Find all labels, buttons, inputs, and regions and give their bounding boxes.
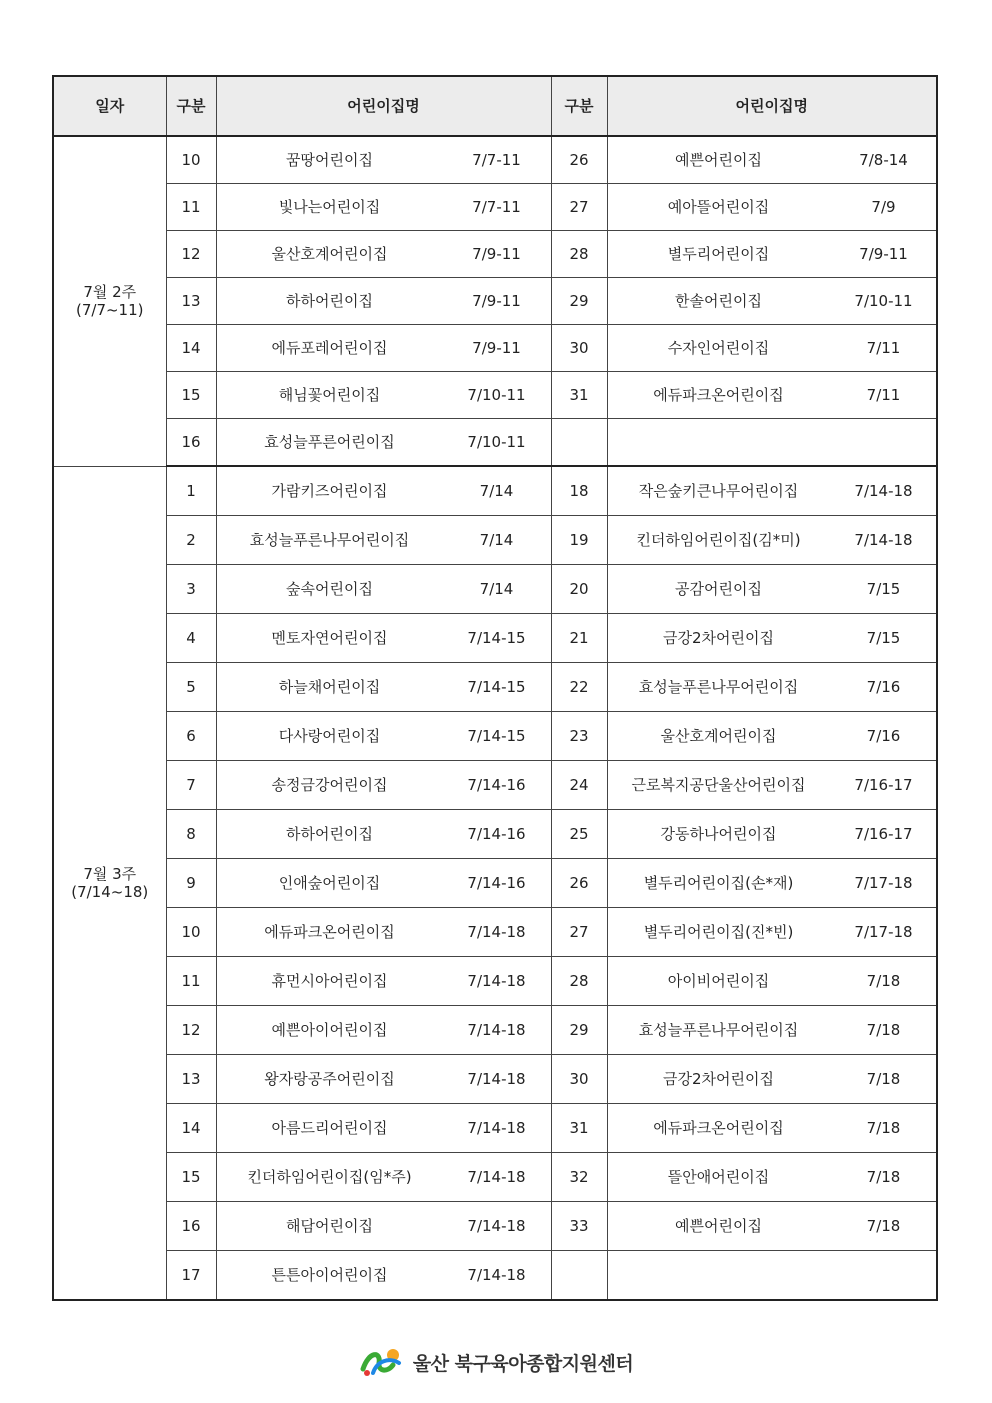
center-name: 에듀파크온어린이집: [264, 923, 395, 941]
center-cell: [216, 136, 551, 184]
table-row: [53, 908, 937, 957]
center-cell: [607, 712, 937, 761]
group-number: 4: [166, 614, 216, 663]
visit-period: 7/18: [866, 1119, 901, 1137]
group-number: 13: [166, 1055, 216, 1104]
table-row: [53, 1055, 937, 1104]
group-number: 26: [551, 136, 607, 184]
visit-period: 7/14-18: [467, 923, 526, 941]
group-number: 11: [166, 184, 216, 231]
center-name: 하늘채어린이집: [278, 678, 381, 696]
visit-period: 7/10-11: [467, 386, 526, 404]
group-number: 9: [166, 859, 216, 908]
group-number: 17: [166, 1251, 216, 1301]
center-cell: [216, 184, 551, 231]
visit-period: 7/7-11: [472, 151, 521, 169]
header-date: 일자: [53, 76, 166, 136]
group-number: 18: [551, 466, 607, 516]
center-name: 멘토자연어린이집: [271, 629, 388, 647]
visit-period: 7/14-15: [467, 629, 526, 647]
center-name: 아이비어린이집: [667, 972, 770, 990]
center-cell: [216, 1153, 551, 1202]
center-name: 예쁜아이어린이집: [271, 1021, 388, 1039]
visit-period: 7/9: [871, 198, 896, 216]
org-name: 울산 북구육아종합지원센터: [412, 1352, 634, 1375]
center-name: 예쁜어린이집: [675, 1217, 762, 1235]
visit-period: 7/8-14: [859, 151, 908, 169]
visit-period: 7/14-15: [467, 727, 526, 745]
group-number: 28: [551, 231, 607, 278]
visit-period: 7/14-16: [467, 776, 526, 794]
group-number: 16: [166, 419, 216, 467]
center-name: 효성늘푸른나무어린이집: [249, 531, 410, 549]
center-cell: [216, 516, 551, 565]
table-row: [53, 663, 937, 712]
center-cell: [216, 278, 551, 325]
group-number: 15: [166, 372, 216, 419]
group-number: 20: [551, 565, 607, 614]
visit-period: 7/11: [866, 386, 901, 404]
table-row: [53, 859, 937, 908]
group-number: 3: [166, 565, 216, 614]
center-cell: [216, 1006, 551, 1055]
visit-period: 7/16: [866, 727, 901, 745]
week-section: [53, 136, 937, 466]
group-number: 8: [166, 810, 216, 859]
center-cell: [216, 1055, 551, 1104]
center-name: 킨더하임어린이집(김*미): [636, 531, 801, 549]
center-cell: [607, 908, 937, 957]
center-name: 가람키즈어린이집: [271, 482, 388, 500]
center-cell: [216, 810, 551, 859]
table-row: [53, 1006, 937, 1055]
table-row: [53, 810, 937, 859]
table-row: [53, 712, 937, 761]
center-name: 에듀파크온어린이집: [653, 386, 784, 404]
visit-period: 7/7-11: [472, 198, 521, 216]
group-number: 10: [166, 908, 216, 957]
table-row: [53, 136, 937, 184]
group-number: 6: [166, 712, 216, 761]
center-cell: [216, 1104, 551, 1153]
center-name: 빛나는어린이집: [278, 198, 381, 216]
table-row: [53, 278, 937, 325]
center-name: 에듀포레어린이집: [271, 339, 388, 357]
center-cell: [216, 419, 551, 467]
center-name: 효성늘푸른어린이집: [264, 433, 395, 451]
center-cell: [216, 231, 551, 278]
table-row: [53, 957, 937, 1006]
visit-period: 7/14-18: [467, 1266, 526, 1284]
center-cell: [216, 908, 551, 957]
visit-period: 7/9-11: [472, 339, 521, 357]
center-name: 효성늘푸른나무어린이집: [638, 1021, 799, 1039]
center-name: 뜰안애어린이집: [667, 1168, 770, 1186]
visit-period: 7/16-17: [854, 776, 913, 794]
group-number: 22: [551, 663, 607, 712]
group-number: 27: [551, 908, 607, 957]
header-row: [53, 76, 937, 136]
center-name: 금강2차어린이집: [663, 1070, 774, 1088]
center-cell: [607, 231, 937, 278]
center-cell: [607, 859, 937, 908]
header-name-left: 어린이집명: [216, 76, 551, 136]
center-name: 하하어린이집: [286, 292, 373, 310]
visit-period: 7/18: [866, 1168, 901, 1186]
center-cell: [607, 136, 937, 184]
table-row: [53, 466, 937, 516]
table-row: [53, 184, 937, 231]
center-name: 왕자랑공주어린이집: [264, 1070, 395, 1088]
week-range: (7/14~18): [71, 882, 149, 901]
visit-period: 7/14-16: [467, 874, 526, 892]
center-name: 아름드리어린이집: [271, 1119, 388, 1137]
table-row: [53, 614, 937, 663]
visit-period: 7/14-16: [467, 825, 526, 843]
group-number: 1: [166, 466, 216, 516]
center-cell: [607, 1153, 937, 1202]
center-name: 효성늘푸른나무어린이집: [638, 678, 799, 696]
visit-period: 7/14: [479, 580, 514, 598]
center-name: 공감어린이집: [675, 580, 762, 598]
visit-period: 7/18: [866, 1021, 901, 1039]
center-name: 휴먼시아어린이집: [271, 972, 388, 990]
group-number: 26: [551, 859, 607, 908]
center-name: 예아뜰어린이집: [667, 198, 770, 216]
table-row: [53, 1202, 937, 1251]
center-cell: [216, 859, 551, 908]
group-number: 16: [166, 1202, 216, 1251]
group-number: 23: [551, 712, 607, 761]
group-number: 12: [166, 231, 216, 278]
visit-period: 7/14-18: [467, 1070, 526, 1088]
center-name: 인애숲어린이집: [278, 874, 381, 892]
visit-period: 7/14-18: [467, 1119, 526, 1137]
center-name: 송정금강어린이집: [271, 776, 388, 794]
visit-period: 7/15: [866, 580, 901, 598]
center-cell: [607, 419, 937, 467]
center-cell: [216, 325, 551, 372]
visit-period: 7/14-18: [467, 972, 526, 990]
group-number: [551, 419, 607, 467]
center-name: 킨더하임어린이집(임*주): [247, 1168, 412, 1186]
center-name: 수자인어린이집: [667, 339, 770, 357]
week-range: (7/7~11): [76, 301, 144, 320]
visit-period: 7/10-11: [467, 433, 526, 451]
table-row: [53, 1251, 937, 1301]
center-logo-icon: [359, 1347, 405, 1377]
center-cell: [607, 1251, 937, 1301]
center-cell: [607, 184, 937, 231]
group-number: 31: [551, 1104, 607, 1153]
center-cell: [216, 466, 551, 516]
table-row: [53, 565, 937, 614]
center-cell: [607, 761, 937, 810]
visit-period: 7/18: [866, 1070, 901, 1088]
group-number: 10: [166, 136, 216, 184]
center-cell: [607, 565, 937, 614]
group-number: 32: [551, 1153, 607, 1202]
group-number: 21: [551, 614, 607, 663]
center-name: 숲속어린이집: [286, 580, 373, 598]
center-name: 별두리어린이집(진*빈): [643, 923, 794, 941]
center-cell: [216, 761, 551, 810]
footer: [0, 1346, 992, 1378]
group-number: 28: [551, 957, 607, 1006]
visit-period: 7/14: [479, 531, 514, 549]
group-number: 29: [551, 278, 607, 325]
center-cell: [216, 663, 551, 712]
center-cell: [216, 565, 551, 614]
group-number: 11: [166, 957, 216, 1006]
header-group-left: 구분: [166, 76, 216, 136]
group-number: 29: [551, 1006, 607, 1055]
center-cell: [216, 712, 551, 761]
center-cell: [607, 614, 937, 663]
visit-period: 7/14-18: [854, 482, 913, 500]
group-number: 25: [551, 810, 607, 859]
group-number: 31: [551, 372, 607, 419]
week-label-cell: [53, 466, 166, 1300]
week-label: 7월 3주: [83, 864, 137, 883]
visit-period: 7/14: [479, 482, 514, 500]
table-row: [53, 231, 937, 278]
center-name: 금강2차어린이집: [663, 629, 774, 647]
group-number: 7: [166, 761, 216, 810]
center-cell: [607, 372, 937, 419]
center-name: 하하어린이집: [286, 825, 373, 843]
center-cell: [607, 466, 937, 516]
center-name: 울산호계어린이집: [660, 727, 777, 745]
center-cell: [607, 1202, 937, 1251]
visit-period: 7/10-11: [854, 292, 913, 310]
header-name-right: 어린이집명: [607, 76, 937, 136]
center-cell: [216, 614, 551, 663]
visit-period: 7/14-18: [854, 531, 913, 549]
schedule-table: [52, 75, 938, 1301]
visit-period: 7/14-15: [467, 678, 526, 696]
center-cell: [216, 1202, 551, 1251]
center-name: 작은숲키큰나무어린이집: [638, 482, 799, 500]
visit-period: 7/14-18: [467, 1021, 526, 1039]
center-cell: [607, 1104, 937, 1153]
center-name: 에듀파크온어린이집: [653, 1119, 784, 1137]
group-number: 24: [551, 761, 607, 810]
group-number: [551, 1251, 607, 1301]
center-name: 별두리어린이집: [667, 245, 770, 263]
table-row: [53, 1104, 937, 1153]
center-name: 별두리어린이집(손*재): [643, 874, 794, 892]
header-group-right: 구분: [551, 76, 607, 136]
center-name: 꿈땅어린이집: [286, 151, 373, 169]
week-section: [53, 466, 937, 1300]
center-cell: [216, 372, 551, 419]
center-cell: [607, 1055, 937, 1104]
table-row: [53, 761, 937, 810]
visit-period: 7/14-18: [467, 1217, 526, 1235]
group-number: 13: [166, 278, 216, 325]
visit-period: 7/11: [866, 339, 901, 357]
center-name: 한솔어린이집: [675, 292, 762, 310]
table-row: [53, 516, 937, 565]
group-number: 19: [551, 516, 607, 565]
center-cell: [607, 278, 937, 325]
center-cell: [607, 516, 937, 565]
week-label-cell: [53, 136, 166, 466]
group-number: 14: [166, 1104, 216, 1153]
center-name: 해님꽃어린이집: [278, 386, 381, 404]
center-name: 울산호계어린이집: [271, 245, 388, 263]
center-cell: [216, 1251, 551, 1301]
visit-period: 7/16-17: [854, 825, 913, 843]
group-number: 12: [166, 1006, 216, 1055]
group-number: 2: [166, 516, 216, 565]
week-label: 7월 2주: [83, 283, 137, 302]
center-cell: [607, 325, 937, 372]
group-number: 14: [166, 325, 216, 372]
table-row: [53, 419, 937, 467]
center-name: 근로복지공단울산어린이집: [631, 776, 806, 794]
center-cell: [216, 957, 551, 1006]
center-name: 예쁜어린이집: [675, 151, 762, 169]
center-cell: [607, 663, 937, 712]
table-row: [53, 1153, 937, 1202]
visit-period: 7/9-11: [859, 245, 908, 263]
center-cell: [607, 1006, 937, 1055]
table-row: [53, 325, 937, 372]
center-name: 강동하나어린이집: [660, 825, 777, 843]
visit-period: 7/9-11: [472, 292, 521, 310]
group-number: 33: [551, 1202, 607, 1251]
center-name: 다사랑어린이집: [278, 727, 381, 745]
center-cell: [607, 957, 937, 1006]
center-name: 해담어린이집: [286, 1217, 373, 1235]
visit-period: 7/17-18: [854, 923, 913, 941]
visit-period: 7/16: [866, 678, 901, 696]
visit-period: 7/14-18: [467, 1168, 526, 1186]
group-number: 30: [551, 1055, 607, 1104]
center-name: 튼튼아이어린이집: [271, 1266, 388, 1284]
group-number: 5: [166, 663, 216, 712]
visit-period: 7/17-18: [854, 874, 913, 892]
group-number: 27: [551, 184, 607, 231]
visit-period: 7/15: [866, 629, 901, 647]
center-cell: [607, 810, 937, 859]
table-row: [53, 372, 937, 419]
group-number: 30: [551, 325, 607, 372]
visit-period: 7/18: [866, 972, 901, 990]
visit-period: 7/9-11: [472, 245, 521, 263]
visit-period: 7/18: [866, 1217, 901, 1235]
group-number: 15: [166, 1153, 216, 1202]
